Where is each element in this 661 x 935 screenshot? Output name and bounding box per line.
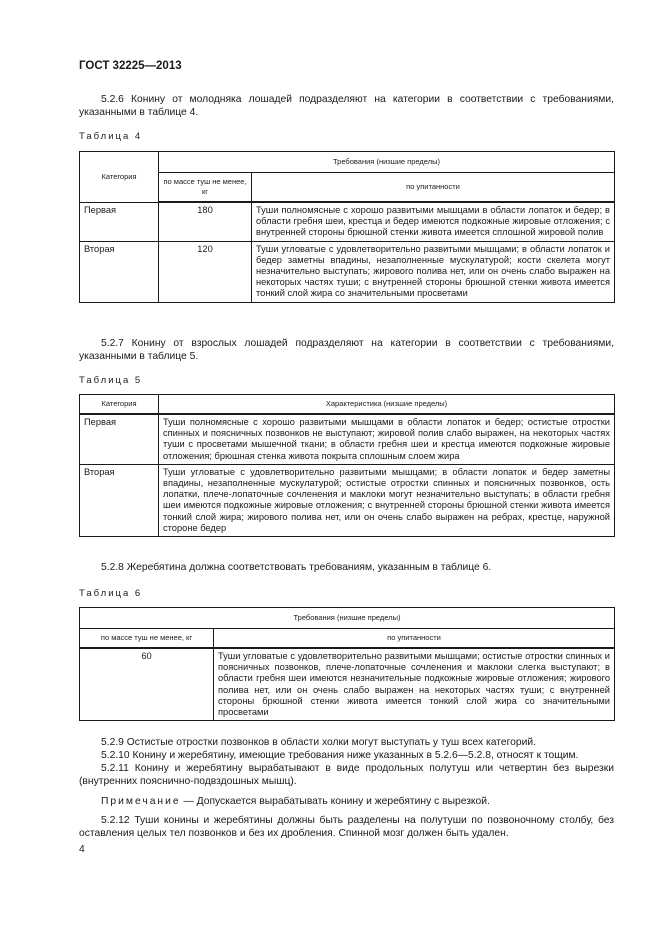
table5-cell-text: Туши полномясные с хорошо развитыми мышцами в области лопаток и бедер; остистые отростки спинных и поясничных позвонков не выступают; жировой полив слабо выражен, на некоторых частях туши с просветами мышечной ткани; в области гребня шеи и крестца имеются подкожные жировые отложения; брюшная стенка живота покрыта сплошным слоем жира: [159, 414, 615, 464]
table6-header-mass: по массе туш не менее, кг: [80, 629, 214, 649]
table6-cell-mass: 60: [80, 648, 214, 721]
note-label: Примечание: [101, 796, 181, 807]
table-row: [80, 202, 615, 241]
paragraph-5-2-12: 5.2.12 Туши конины и жеребятины должны быть разделены на полутуши по позвоночному столбу, без оставления целых тел позвонков и без их дробления. Спинной мозг должен быть удален.: [79, 815, 614, 839]
page-number: 4: [79, 844, 85, 855]
paragraph-5-2-9: 5.2.9 Остистые отростки позвонков в области холки могут выступать у туш всех категорий.: [101, 737, 536, 748]
table4-cell-category: Вторая: [80, 241, 159, 302]
table4-cell-fatness: Туши полномясные с хорошо развитыми мышцами в области лопаток и бедер; в области гребня шеи, крестца и бедер имеются подкожные жировые отложения; с внутренней стороны брюшной стенки живота имеется сплошной жировой полив: [252, 202, 615, 241]
table-row: [80, 241, 615, 302]
table4-header-fatness: по упитанности: [252, 173, 615, 203]
table-row: [80, 464, 615, 536]
table5-cell-text: Туши угловатые с удовлетворительно развитыми мышцами; в области лопаток и бедер заметны впадины, незаполненные мускулатурой; остистые отростки спинных и поясничных позвонков, ость лопатки, плече-лопаточные сочленения и маклоки могут незначительно выступать; в области гребня шеи имеются подкожные жировые отложения; с внутренней стороны брюшной стенки живота имеется тонкий слой жира; жирового полива нет, или он очень слабо выражен на ребрах, крестце, наружной стороне бедер: [159, 464, 615, 536]
paragraph-5-2-10: 5.2.10 Конину и жеребятину, имеющие требования ниже указанных в 5.2.6—5.2.8, относят к тощим.: [101, 750, 579, 761]
note: [79, 795, 614, 808]
table6-header-fatness: по упитанности: [214, 629, 615, 649]
table5-header-characteristic: Характеристика (низшие пределы): [159, 395, 615, 415]
paragraph-5-2-6: 5.2.6 Конину от молодняка лошадей подразделяют на категории в соответствии с требованиями, указанными в таблице 4.: [79, 94, 614, 118]
table4-cell-mass: 180: [159, 202, 252, 241]
table5-header-category: Категория: [80, 395, 159, 415]
table4-caption: Таблица 4: [79, 131, 143, 142]
table6-caption: Таблица 6: [79, 588, 143, 599]
table-5: [79, 394, 615, 537]
table4-cell-category: Первая: [80, 202, 159, 241]
paragraph-5-2-11: 5.2.11 Конину и жеребятину вырабатывают в виде продольных полутуш или четвертин без вырезки (внутренних поясничнo-подвздошных мышц).: [79, 763, 614, 787]
table5-cell-category: Первая: [80, 414, 159, 464]
table5-cell-category: Вторая: [80, 464, 159, 536]
table4-cell-mass: 120: [159, 241, 252, 302]
table5-caption: Таблица 5: [79, 375, 143, 386]
table4-cell-fatness: Туши угловатые с удовлетворительно развитыми мышцами; в области лопаток и бедер заметны впадины, незаполненные мускулатурой; кости скелета могут незначительно выступать; жирового полива нет, или он очень слабо выражен на некоторых частях туши; с внутренней стороны брюшной стенки живота имеется тонкий слой жира со значительными просветами: [252, 241, 615, 302]
table-row: [80, 648, 615, 721]
table4-header-mass: по массе туш не менее, кг: [159, 173, 252, 203]
table4-header-requirements: Требования (низшие пределы): [159, 152, 615, 173]
document-header: ГОСТ 32225—2013: [79, 60, 182, 72]
table-6: [79, 607, 615, 721]
table-row: [80, 414, 615, 464]
table-4: [79, 151, 615, 303]
table6-cell-fatness: Туши угловатые с удовлетворительно развитыми мышцами; остистые отростки спинных и поясничных позвонков, плече-лопаточные сочленения и маклоки слегка выступают; в области гребня шеи имеются незначительные подкожные жировые отложения; жирового полива нет, или он очень слабо выражен на некоторых частях туши; с внутренней стороны брюшной стенки живота имеется тонкий слой жира со значительными просветами: [214, 648, 615, 721]
note-text: — Допускается вырабатывать конину и жеребятину с вырезкой.: [180, 796, 490, 807]
table6-header-requirements: Требования (низшие пределы): [80, 608, 615, 629]
table4-header-category: Категория: [80, 152, 159, 203]
paragraph-5-2-8: 5.2.8 Жеребятина должна соответствовать требованиям, указанным в таблице 6.: [101, 562, 492, 573]
paragraph-5-2-7: 5.2.7 Конину от взрослых лошадей подразделяют на категории в соответствии с требованиями, указанными в таблице 5.: [79, 338, 614, 362]
